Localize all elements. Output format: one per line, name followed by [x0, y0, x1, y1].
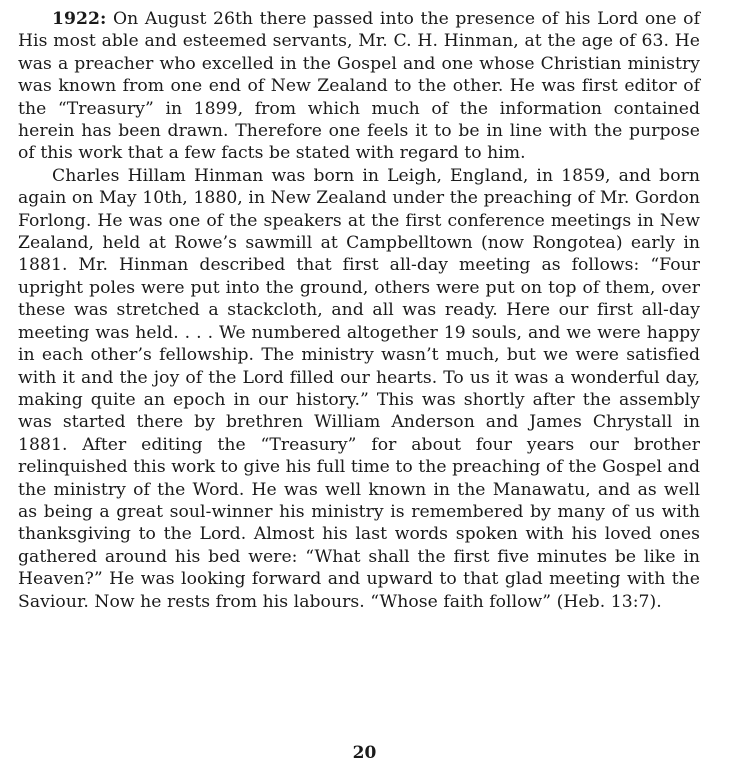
document-body	[18, 8, 700, 613]
paragraph-1922	[18, 8, 700, 165]
page-number: 20	[352, 743, 377, 763]
paragraph-hinman-biography: Charles Hillam Hinman was born in Leigh, England, in 1859, and born again on May 10th, 1880, in New Zealand under the preaching of Mr. Gordon Forlong. He was one of the speakers at the first conference meetings in New Zealand, held at Rowe’s sawmill at Campbelltown (now Rongotea) early in 1881. Mr. Hinman described that first all-day meeting as follows: “Four upright poles were put into the ground, others were put on top of them, over these was stretched a stackcloth, and all was ready. Here our first all-day meeting was held. . . . We numbered altogether 19 souls, and we were happy in each other’s fellowship. The ministry wasn’t much, but we were satisfied with it and the joy of the Lord filled our hearts. To us it was a wonderful day, making quite an epoch in our history.” This was shortly after the assembly was started there by brethren William Anderson and James Chrystall in 1881. After editing the “Treasury” for about four years our brother relinquished this work to give his full time to the preaching of the Gospel and the ministry of the Word. He was well known in the Manawatu, and as well as being a great soul-winner his ministry is remembered by many of us with thanksgiving to the Lord. Almost his last words spoken with his loved ones gathered around his bed were: “What shall the first five minutes be like in Heaven?” He was looking forward and upward to that glad meeting with the Saviour. Now he rests from his labours. “Whose faith follow” (Heb. 13:7).	[18, 165, 700, 612]
paragraph-1922-text: On August 26th there passed into the presence of his Lord one of His most able and esteemed servants, Mr. C. H. Hinman, at the age of 63. He was a preacher who excelled in the Gospel and one whose Christian ministry was known from one end of New Zealand to the other. He was first editor of the “Treasury” in 1899, from which much of the information contained herein has been drawn. Therefore one feels it to be in line with the purpose of this work that a few facts be stated with regard to him.	[18, 9, 700, 164]
year-label: 1922:	[52, 9, 107, 29]
